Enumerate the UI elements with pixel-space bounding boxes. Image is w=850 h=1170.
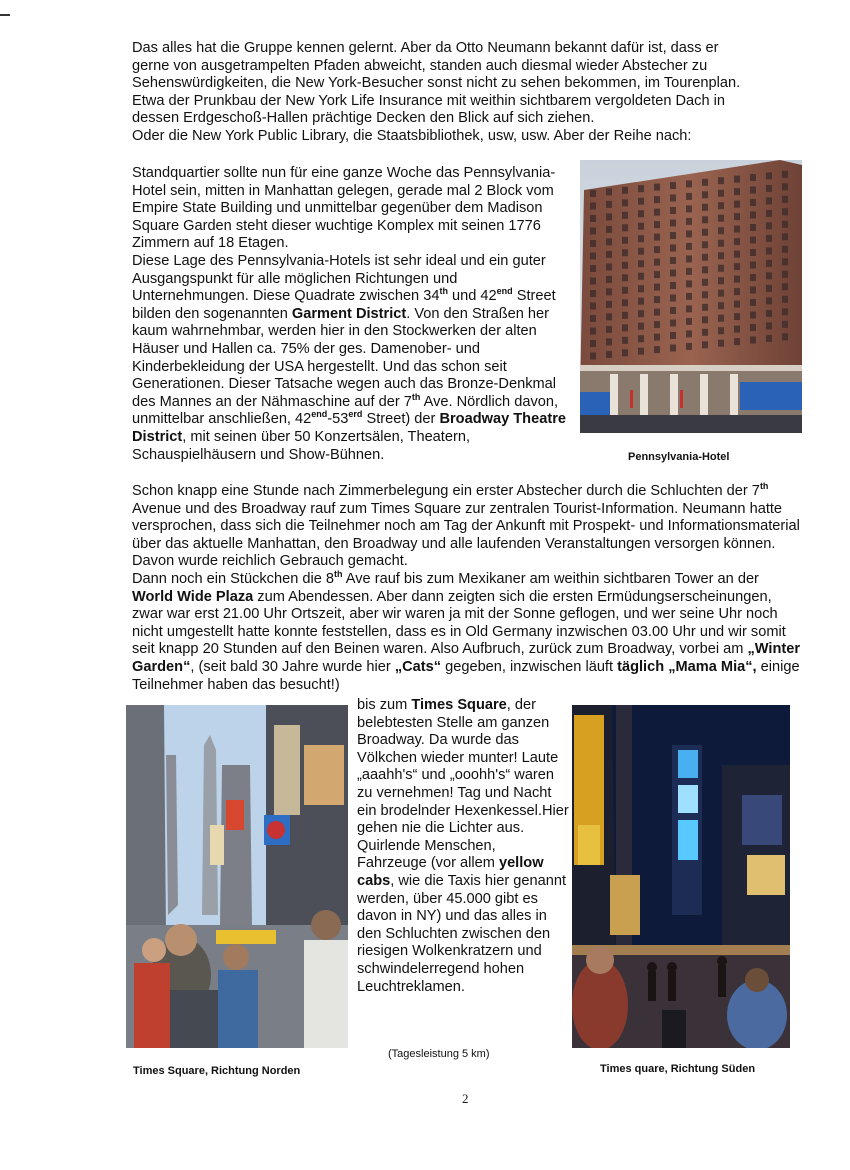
hotel-window xyxy=(686,268,692,275)
broadway-theatre-district-term: Broadway Theatre District xyxy=(132,411,566,445)
hotel-window xyxy=(782,171,788,178)
hotel-window xyxy=(622,287,628,294)
hotel-window xyxy=(606,263,612,270)
hotel-window xyxy=(606,276,612,283)
hotel-window xyxy=(734,276,740,283)
hotel-window xyxy=(638,185,644,192)
hotel-window xyxy=(622,212,628,219)
hotel-window xyxy=(590,190,596,197)
hotel-window xyxy=(622,199,628,206)
world-wide-plaza-term: World Wide Plaza xyxy=(132,588,254,605)
scan-corner-mark xyxy=(0,0,10,16)
hotel-window xyxy=(750,337,756,344)
hotel-window xyxy=(734,301,740,308)
hotel-window xyxy=(734,326,740,333)
hotel-window xyxy=(750,287,756,294)
hotel-window xyxy=(606,201,612,208)
south-photo-caption: Times quare, Richtung Süden xyxy=(600,1063,756,1075)
hotel-window xyxy=(718,215,724,222)
hotel-window xyxy=(782,221,788,228)
hotel-window xyxy=(750,299,756,306)
hotel-window xyxy=(606,301,612,308)
times-square-term: Times Square xyxy=(411,697,507,713)
hotel-window xyxy=(654,196,660,203)
hotel-window xyxy=(702,241,708,248)
arrival-paragraph-1: Schon knapp eine Stunde nach Zimmerbelegung ein erster Abstecher durch die Schluchten der 7th Avenue und des Broadway rauf zum Times Square zur zentralen Tourist-Information. Neumann hatte versprochen, dass sich die Teilnehmer noch am Tag der Ankunft mit Prospekt- und Informationsmaterial über das aktuelle Manhattan, den Broadway und alle laufenden Veranstaltungen versorgen können. Davon wurde reichlich Gebrauch gemacht. xyxy=(132,481,800,570)
hotel-window xyxy=(670,307,676,314)
intro-line-2: gerne von ausgetrampelten Pfaden abweicht, standen auch diesmal wieder Abstecher zu xyxy=(132,57,708,74)
hotel-window xyxy=(734,288,740,295)
hotel-window xyxy=(590,215,596,222)
hotel-window xyxy=(638,210,644,217)
hotel-window xyxy=(782,196,788,203)
times-square-north-illustration xyxy=(126,705,348,1048)
hotel-window xyxy=(670,295,676,302)
hotel-window xyxy=(734,176,740,183)
hotel-window xyxy=(766,335,772,342)
hotel-window xyxy=(750,212,756,219)
hotel-window xyxy=(766,172,772,179)
hotel-window xyxy=(750,237,756,244)
hotel-window xyxy=(638,298,644,305)
hotel-window xyxy=(782,233,788,240)
hotel-window xyxy=(718,177,724,184)
hotel-window xyxy=(622,249,628,256)
hotel-window xyxy=(766,235,772,242)
hotel-window xyxy=(734,263,740,270)
hotel-window xyxy=(622,262,628,269)
hotel-window xyxy=(734,213,740,220)
intro-line-4: Etwa der Prunkbau der New York Life Insurance mit weithin sichtbarem vergoldeten Dach in xyxy=(132,92,725,109)
hotel-window xyxy=(750,262,756,269)
hotel-window xyxy=(654,209,660,216)
hotel-window xyxy=(702,341,708,348)
garment-district-term: Garment District xyxy=(291,305,407,322)
hotel-window xyxy=(686,193,692,200)
hotel-window xyxy=(686,330,692,337)
hotel-window xyxy=(606,213,612,220)
hotel-window xyxy=(670,232,676,239)
hotel-window xyxy=(590,340,596,347)
intro-line-1: Das alles hat die Gruppe kennen gelernt. Aber da Otto Neumann bekannt dafür ist, dass er xyxy=(132,40,719,56)
hotel-window xyxy=(718,277,724,284)
hotel-window xyxy=(590,290,596,297)
hotel-window xyxy=(590,203,596,210)
hotel-window xyxy=(750,199,756,206)
hotel-window xyxy=(622,324,628,331)
hotel-window xyxy=(638,285,644,292)
hotel-window xyxy=(590,253,596,260)
arrival-paragraph xyxy=(132,483,804,694)
hotel-window xyxy=(638,323,644,330)
hotel-window xyxy=(654,184,660,191)
hotel-window xyxy=(686,280,692,287)
hotel-window xyxy=(670,332,676,339)
hotel-window xyxy=(622,224,628,231)
hotel-window xyxy=(782,333,788,340)
hotel-window xyxy=(718,315,724,322)
hotel-window xyxy=(766,185,772,192)
hotel-window xyxy=(702,329,708,336)
hotel-window xyxy=(766,285,772,292)
hotel-window xyxy=(718,227,724,234)
hotel-window xyxy=(622,312,628,319)
hotel-window xyxy=(782,183,788,190)
hotel-window xyxy=(638,248,644,255)
hotel-window xyxy=(638,310,644,317)
winter-garden-term: „Winter Garden“ xyxy=(132,641,801,675)
hotel-window xyxy=(734,313,740,320)
hotel-window xyxy=(606,326,612,333)
hotel-window xyxy=(686,218,692,225)
hotel-window xyxy=(622,349,628,356)
hotel-window xyxy=(606,338,612,345)
hotel-window xyxy=(638,273,644,280)
hotel-window xyxy=(670,195,676,202)
hotel-window xyxy=(718,302,724,309)
hotel-window xyxy=(766,310,772,317)
hotel-window xyxy=(686,293,692,300)
hotel-window xyxy=(606,313,612,320)
hotel-window xyxy=(718,240,724,247)
hotel-window xyxy=(734,201,740,208)
hotel-window xyxy=(782,283,788,290)
hotel-window xyxy=(670,270,676,277)
hotel-window xyxy=(702,191,708,198)
hotel-paragraph-1: Standquartier sollte nun für eine ganze Woche das Pennsylvania-Hotel sein, mitten in Manhattan gelegen, gerade mal 2 Block vom Empire State Building und unmittelbar gegenüber dem Madison Square Garden steht dieser wuchtige Komplex mit seinen 1776 Zimmern auf 18 Etagen. xyxy=(132,165,556,252)
hotel-window xyxy=(654,309,660,316)
hotel-window xyxy=(606,238,612,245)
arrival-paragraph-2: Dann noch ein Stückchen die 8th Ave rauf bis zum Mexikaner am weithin sichtbaren Tower an der World Wide Plaza zum Abendessen. Aber dann zeigten sich die ersten Ermüdungserscheinungen, zwar war erst 21.00 Uhr Ortszeit, aber wir waren ja mit der Sonne geflogen, und wer seine Uhr noch nicht umgestellt hatte konnte feststellen, dass es in Old Germany inzwischen 03.00 Uhr und wir somit seit knapp 20 Stunden auf den Beinen waren. Also Aufbruch, zurück zum Broadway, vorbei am „Winter Garden“, (seit bald 30 Jahre wurde hier „Cats“ gegeben, inzwischen läuft täglich „Mama Mia“, einige Teilnehmer haben das besucht!) xyxy=(132,568,801,693)
hotel-window xyxy=(750,224,756,231)
hotel-window xyxy=(766,297,772,304)
hotel-window xyxy=(734,338,740,345)
times-square-north-photo xyxy=(126,705,348,1048)
hotel-window xyxy=(590,278,596,285)
hotel-window xyxy=(622,274,628,281)
hotel-window xyxy=(638,235,644,242)
hotel-window xyxy=(670,282,676,289)
hotel-window xyxy=(718,265,724,272)
hotel-window xyxy=(654,221,660,228)
pennsylvania-hotel-photo xyxy=(580,160,802,433)
hotel-building-illustration xyxy=(580,160,802,433)
hotel-window xyxy=(750,324,756,331)
hotel-window xyxy=(702,316,708,323)
times-square-south-illustration xyxy=(572,705,790,1048)
hotel-window xyxy=(766,247,772,254)
hotel-window xyxy=(654,259,660,266)
hotel-window xyxy=(702,266,708,273)
hotel-window xyxy=(686,205,692,212)
hotel-window xyxy=(750,187,756,194)
hotel-window xyxy=(670,345,676,352)
hotel-window xyxy=(782,296,788,303)
hotel-window xyxy=(686,255,692,262)
hotel-window xyxy=(702,216,708,223)
hotel-window xyxy=(718,290,724,297)
intro-paragraph xyxy=(132,40,832,146)
hotel-window xyxy=(782,208,788,215)
hotel-window xyxy=(670,182,676,189)
intro-line-3: Sehenswürdigkeiten, die New York-Besucher sonst nicht zu sehen bekommen, im Tourenplan. xyxy=(132,75,741,92)
hotel-window xyxy=(590,328,596,335)
hotel-paragraph xyxy=(132,165,572,464)
hotel-window xyxy=(702,254,708,261)
times-square-south-photo xyxy=(572,705,790,1048)
hotel-window xyxy=(654,321,660,328)
hotel-window xyxy=(654,346,660,353)
hotel-paragraph-2: Diese Lage des Pennsylvania-Hotels ist sehr ideal und ein guter Ausgangspunkt für alle möglichen Richtungen und Unternehmungen. Diese Quadrate zwischen 34th und $42^{end}$ Street bilden den sogenannten Garment District. Von den Straßen her kaum wahrnehmbar, werden hier in den Stockwerken der alten Häuser und Hallen ca. 75% der ges. Damenober- und Kinderbekleidung der USA hergestellt. Und das schon seit Generationen. Dieser Tatsache wegen auch das Bronze-Denkmal des Mannes an der Nähmaschine auf der 7th Ave. Nördlich davon, unmittelbar anschließen, $42^{end}-53^{erd}$ Street) der Broadway Theatre District, mit seinen über 50 Konzertsälen, Theatern, Schauspielhäusern und Show-Bühnen. xyxy=(132,252,566,463)
hotel-window xyxy=(702,279,708,286)
hotel-window xyxy=(638,198,644,205)
hotel-window xyxy=(638,335,644,342)
hotel-window xyxy=(670,220,676,227)
page-number: 2 xyxy=(462,1091,469,1106)
hotel-window xyxy=(606,226,612,233)
hotel-window xyxy=(734,226,740,233)
hotel-window xyxy=(654,246,660,253)
north-photo-caption: Times Square, Richtung Norden xyxy=(133,1065,301,1077)
hotel-window xyxy=(670,245,676,252)
hotel-window xyxy=(702,291,708,298)
hotel-window xyxy=(606,288,612,295)
hotel-window xyxy=(590,240,596,247)
mama-mia-term: täglich „Mama Mia“, xyxy=(617,658,757,675)
hotel-window xyxy=(638,260,644,267)
hotel-window xyxy=(686,230,692,237)
hotel-window xyxy=(734,251,740,258)
hotel-window xyxy=(590,303,596,310)
hotel-window xyxy=(686,318,692,325)
hotel-window xyxy=(654,334,660,341)
intro-line-5: dessen Erdgeschoß-Hallen prächtige Decken den Blick auf sich ziehen. xyxy=(132,110,595,127)
hotel-window xyxy=(606,351,612,358)
hotel-window xyxy=(766,260,772,267)
hotel-window xyxy=(702,204,708,211)
hotel-window xyxy=(782,246,788,253)
hotel-window xyxy=(590,228,596,235)
hotel-window xyxy=(590,315,596,322)
yellow-cabs-term: yellow cabs xyxy=(357,855,544,889)
hotel-window xyxy=(702,229,708,236)
hotel-window xyxy=(622,299,628,306)
hotel-window xyxy=(750,174,756,181)
hotel-window xyxy=(766,222,772,229)
hotel-window xyxy=(654,296,660,303)
times-square-paragraph: bis zum Times Square, der belebtesten Stelle am ganzen Broadway. Da wurde das Völkchen wieder munter! Laute „aaahh's“ und „ooohh's“ waren zu vernehmen! Tag und Nacht ein brodelnder Hexenkessel.Hier gehen nie die Lichter aus. Quirlende Menschen, Fahrzeuge (vor allem yellow cabs, wie die Taxis hier genannt werden, über 45.000 gibt es davon in NY) und das alles in den Schluchten zwischen den riesigen Wolkenkratzern und schwindelerregend hohen Leuchtreklamen. xyxy=(357,697,569,995)
hotel-window xyxy=(750,249,756,256)
hotel-window xyxy=(782,321,788,328)
hotel-window xyxy=(686,180,692,187)
hotel-window xyxy=(654,284,660,291)
hotel-window xyxy=(782,258,788,265)
hotel-window xyxy=(766,272,772,279)
hotel-window xyxy=(670,320,676,327)
hotel-window xyxy=(670,207,676,214)
hotel-window xyxy=(718,190,724,197)
hotel-window xyxy=(718,327,724,334)
hotel-window xyxy=(638,348,644,355)
hotel-window xyxy=(686,343,692,350)
hotel-window xyxy=(590,265,596,272)
hotel-window xyxy=(734,188,740,195)
hotel-window xyxy=(750,312,756,319)
hotel-window xyxy=(670,257,676,264)
hotel-window xyxy=(606,188,612,195)
hotel-window xyxy=(622,187,628,194)
hotel-window xyxy=(622,237,628,244)
hotel-window xyxy=(622,337,628,344)
hotel-window xyxy=(702,179,708,186)
hotel-window xyxy=(702,304,708,311)
hotel-window xyxy=(782,308,788,315)
hotel-window xyxy=(766,197,772,204)
hotel-window xyxy=(686,243,692,250)
hotel-window xyxy=(782,271,788,278)
hotel-window xyxy=(766,322,772,329)
hotel-photo-caption: Pennsylvania-Hotel xyxy=(628,451,730,463)
hotel-window xyxy=(686,305,692,312)
hotel-window xyxy=(654,271,660,278)
daily-distance-note: (Tagesleistung 5 km) xyxy=(388,1048,490,1060)
hotel-window xyxy=(590,353,596,360)
hotel-window xyxy=(606,251,612,258)
hotel-window xyxy=(750,274,756,281)
cats-term: „Cats“ xyxy=(394,658,442,675)
hotel-window xyxy=(718,202,724,209)
hotel-window xyxy=(638,223,644,230)
intro-line-6: Oder die New York Public Library, die Staatsbibliothek, usw, usw. Aber der Reihe nach: xyxy=(132,127,692,144)
hotel-window xyxy=(718,252,724,259)
hotel-window xyxy=(734,238,740,245)
hotel-window xyxy=(718,340,724,347)
hotel-window xyxy=(766,210,772,217)
hotel-window xyxy=(654,234,660,241)
